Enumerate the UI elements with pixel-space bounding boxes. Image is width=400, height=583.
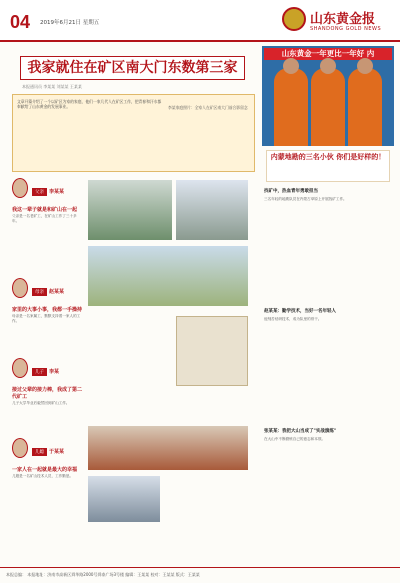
portrait-son bbox=[12, 358, 28, 378]
photo-family-home bbox=[176, 180, 248, 240]
story-name: 李某 bbox=[49, 369, 60, 375]
story-tag: 父亲 bbox=[32, 188, 47, 196]
story-daughter-in-law bbox=[12, 438, 82, 479]
feature-byline: 本报通讯员 李某某 刘某某 王某某 bbox=[22, 84, 82, 89]
story-quote: 一家人在一起就是最大的幸福 bbox=[12, 467, 78, 473]
story-son bbox=[12, 358, 82, 406]
main-feature bbox=[6, 46, 256, 566]
right-section-text: 他刻苦钻研技术，成为队里的骨干。 bbox=[264, 316, 322, 321]
masthead bbox=[0, 0, 400, 42]
photo-certificates bbox=[176, 316, 248, 386]
story-tag: 儿媳 bbox=[32, 448, 47, 456]
story-text: 父亲是一名老矿工，在矿山工作了三十多年。 bbox=[12, 214, 77, 223]
portrait-daughter-in-law bbox=[12, 438, 28, 458]
intro-caption: 李某家庭照片：全家人在矿区南大门前合影留念 bbox=[168, 105, 248, 110]
right-banner-photo bbox=[262, 46, 394, 146]
page-number: 04 bbox=[10, 12, 31, 32]
photo-workers-group bbox=[88, 426, 248, 470]
right-section-text: 三名年轻的地勘队员在内蒙古草原上开展找矿工作。 bbox=[264, 196, 347, 201]
right-section bbox=[264, 188, 392, 202]
story-name: 李某某 bbox=[49, 189, 65, 195]
intro-box bbox=[12, 94, 255, 172]
story-name: 赵某某 bbox=[49, 289, 65, 295]
photo-mine-gate bbox=[88, 180, 172, 240]
right-section bbox=[264, 308, 392, 322]
photo-workshop bbox=[88, 476, 160, 522]
right-banner-title: 山东黄金一年更比一年好 内 bbox=[264, 48, 392, 60]
right-section-heading: 找矿中，热血青年勇敢担当 bbox=[264, 189, 318, 194]
worker-figure bbox=[274, 68, 308, 146]
right-headline: 内蒙地勘的三名小伙 你们是好样的！ bbox=[266, 150, 390, 182]
right-column bbox=[262, 46, 394, 566]
story-tag: 儿子 bbox=[32, 368, 47, 376]
right-section-heading: 赵某某：勤学技术，当好一名年轻人 bbox=[264, 309, 336, 314]
right-section-text: 在大山中不断磨炼自己的意志和本领。 bbox=[264, 436, 326, 441]
story-quote: 家里的大事小事，我都一手操持 bbox=[12, 307, 83, 313]
story-quote: 接过父辈的接力棒，我成了第二代矿工 bbox=[12, 387, 83, 400]
story-text: 儿子大学毕业后毅然回到矿山工作。 bbox=[12, 401, 70, 405]
logo-subtitle: SHANDONG GOLD NEWS bbox=[310, 26, 382, 32]
intro-text: 文章开篇介绍了一个以矿区为家的家庭，他们一家几代人在矿区工作，把青春和汗水都奉献给了山东黄金的发展事业。 bbox=[17, 99, 162, 110]
story-father bbox=[12, 178, 82, 224]
portrait-father bbox=[12, 178, 28, 198]
story-quote: 我这一辈子就是和矿山在一起 bbox=[12, 207, 78, 213]
story-mother bbox=[12, 278, 82, 324]
portrait-mother bbox=[12, 278, 28, 298]
logo-title: 山东黄金报 bbox=[310, 12, 376, 27]
right-section-heading: 张某某：我把大山当成了"实战演练" bbox=[264, 429, 337, 434]
right-section bbox=[264, 428, 392, 442]
worker-figure bbox=[348, 68, 382, 146]
logo-emblem-icon bbox=[282, 7, 306, 31]
photo-mine-area bbox=[88, 246, 248, 306]
story-text: 儿媳是一名矿山技术人员，工作勤恳。 bbox=[12, 474, 74, 478]
newspaper-logo bbox=[282, 5, 392, 37]
story-tag: 母亲 bbox=[32, 288, 47, 296]
story-name: 于某某 bbox=[49, 449, 65, 455]
feature-headline: 我家就住在矿区南大门东数第三家 bbox=[20, 56, 245, 80]
date-line: 2019年6月21日 星期五 bbox=[40, 20, 100, 26]
worker-figure bbox=[311, 68, 345, 146]
page-footer: 本报总编： 本报地址：济南市高新区舜华路2000号舜泰广场3号楼 编辑：王某某 校对：王某某 版式：王某某 bbox=[0, 567, 400, 583]
story-text: 母亲是一名家属工，默默支持着一家人的工作。 bbox=[12, 314, 81, 323]
